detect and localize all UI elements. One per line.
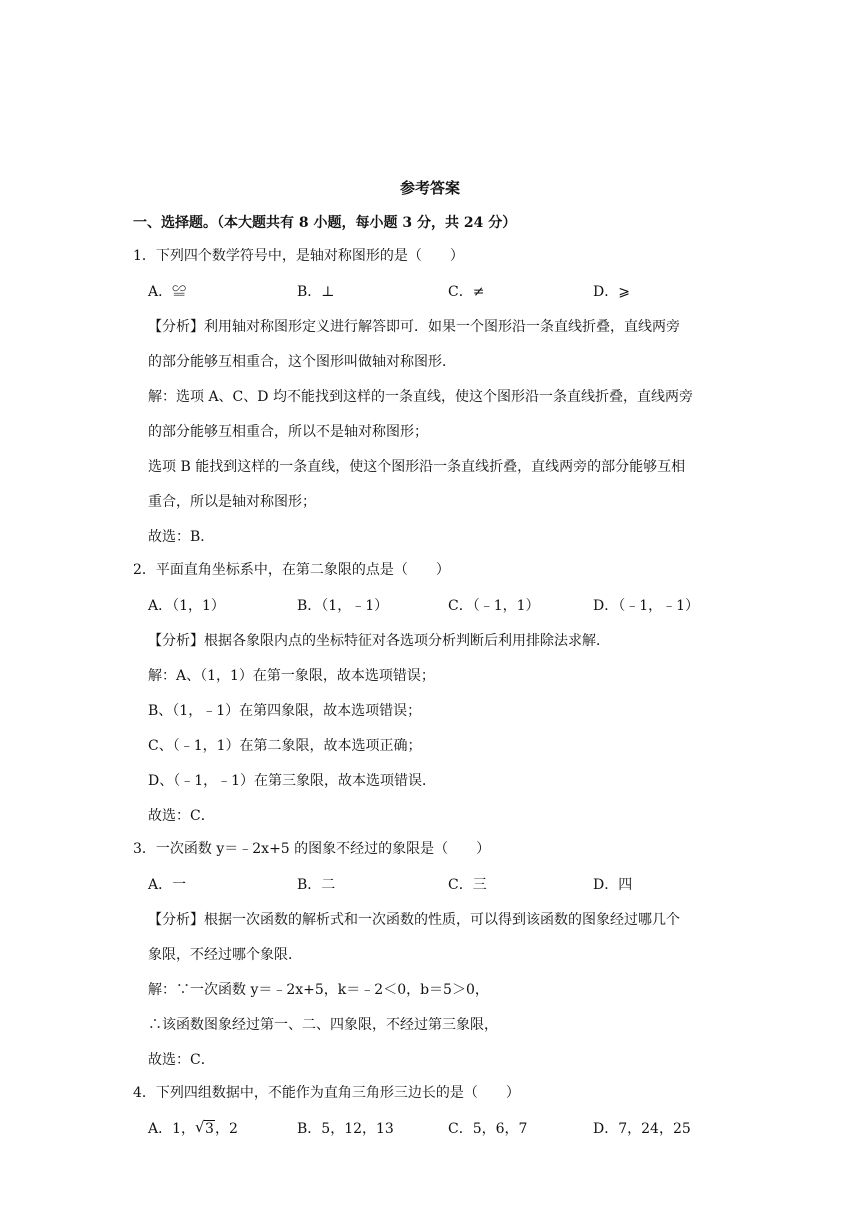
q1-analysis-line-1: 【分析】利用轴对称图形定义进行解答即可．如果一个图形沿一条直线折叠，直线两旁: [148, 319, 680, 335]
q3-solution-line-2: ∴该函数图象经过第一、二、四象限，不经过第三象限，: [148, 1017, 498, 1033]
q1-option-d: D．⩾: [593, 284, 630, 300]
question-3-stem: 3．一次函数 y＝﹣2x+5 的图象不经过的象限是（ ）: [133, 841, 491, 857]
q3-analysis-line-2: 象限，不经过哪个象限．: [148, 947, 302, 963]
question-1-stem: 1．下列四个数学符号中，是轴对称图形的是（ ）: [133, 248, 464, 264]
q3-option-a: A．一: [148, 877, 187, 893]
q2-solution-line-5: 故选：C．: [148, 808, 215, 824]
q1-analysis-line-2: 的部分能够互相重合，这个图形叫做轴对称图形．: [148, 354, 456, 370]
q1-option-c: C．≠: [448, 284, 485, 300]
q2-option-c: C．（﹣1，1）: [448, 598, 540, 614]
q4-option-a: [148, 1119, 238, 1139]
q4-option-a-prefix: A．1，: [148, 1121, 196, 1137]
q3-analysis-line-1: 【分析】根据一次函数的解析式和一次函数的性质，可以得到该函数的图象经过哪几个: [148, 912, 680, 928]
q2-solution-line-2: B、（1，﹣1）在第四象限，故本选项错误；: [148, 703, 422, 719]
q1-option-a: A．≌: [148, 284, 187, 300]
q4-option-a-suffix: ，2: [214, 1121, 238, 1137]
q2-analysis: 【分析】根据各象限内点的坐标特征对各选项分析判断后利用排除法求解．: [148, 633, 610, 649]
question-4-stem: 4．下列四组数据中，不能作为直角三角形三边长的是（ ）: [133, 1085, 520, 1101]
q3-solution-line-1: 解：∵一次函数 y＝﹣2x+5，k＝﹣2＜0，b＝5＞0，: [148, 982, 489, 998]
q1-option-b: B．⊥: [297, 284, 335, 300]
q2-solution-line-1: 解：A、（1，1）在第一象限，故本选项错误；: [148, 668, 435, 684]
q1-solution-line-3: 选项 B 能找到这样的一条直线，使这个图形沿一条直线折叠，直线两旁的部分能够互相: [148, 459, 686, 475]
q3-option-b: B．二: [297, 877, 336, 893]
q2-solution-line-3: C、（﹣1，1）在第二象限，故本选项正确；: [148, 738, 422, 754]
section-heading: 一、选择题。（本大题共有 8 小题，每小题 3 分，共 24 分）: [133, 215, 517, 231]
q2-solution-line-4: D、（﹣1，﹣1）在第三象限，故本选项错误．: [148, 773, 437, 789]
q1-solution-line-2: 的部分能够互相重合，所以不是轴对称图形；: [148, 424, 428, 440]
square-root: [195, 1119, 215, 1139]
q2-option-d: D．（﹣1，﹣1）: [593, 598, 700, 614]
radicand: 3: [205, 1121, 214, 1137]
q2-option-a: A．（1，1）: [148, 598, 225, 614]
q3-option-c: C．三: [448, 877, 487, 893]
q1-solution-line-1: 解：选项 A、C、D 均不能找到这样的一条直线，使这个图形沿一条直线折叠，直线两旁: [148, 389, 693, 405]
q3-option-d: D．四: [593, 877, 633, 893]
page-title: 参考答案: [399, 179, 460, 197]
q2-option-b: B．（1，﹣1）: [297, 598, 389, 614]
question-2-stem: 2．平面直角坐标系中，在第二象限的点是（ ）: [133, 562, 450, 578]
q3-solution-line-3: 故选：C．: [148, 1052, 215, 1068]
q4-option-d: D．7，24，25: [593, 1121, 691, 1137]
q1-solution-line-5: 故选：B．: [148, 529, 215, 545]
q1-solution-line-4: 重合，所以是轴对称图形；: [148, 494, 316, 510]
radical-sign-icon: √: [195, 1118, 205, 1136]
q4-option-c: C．5，6，7: [448, 1121, 528, 1137]
q4-option-b: B．5，12，13: [297, 1121, 394, 1137]
